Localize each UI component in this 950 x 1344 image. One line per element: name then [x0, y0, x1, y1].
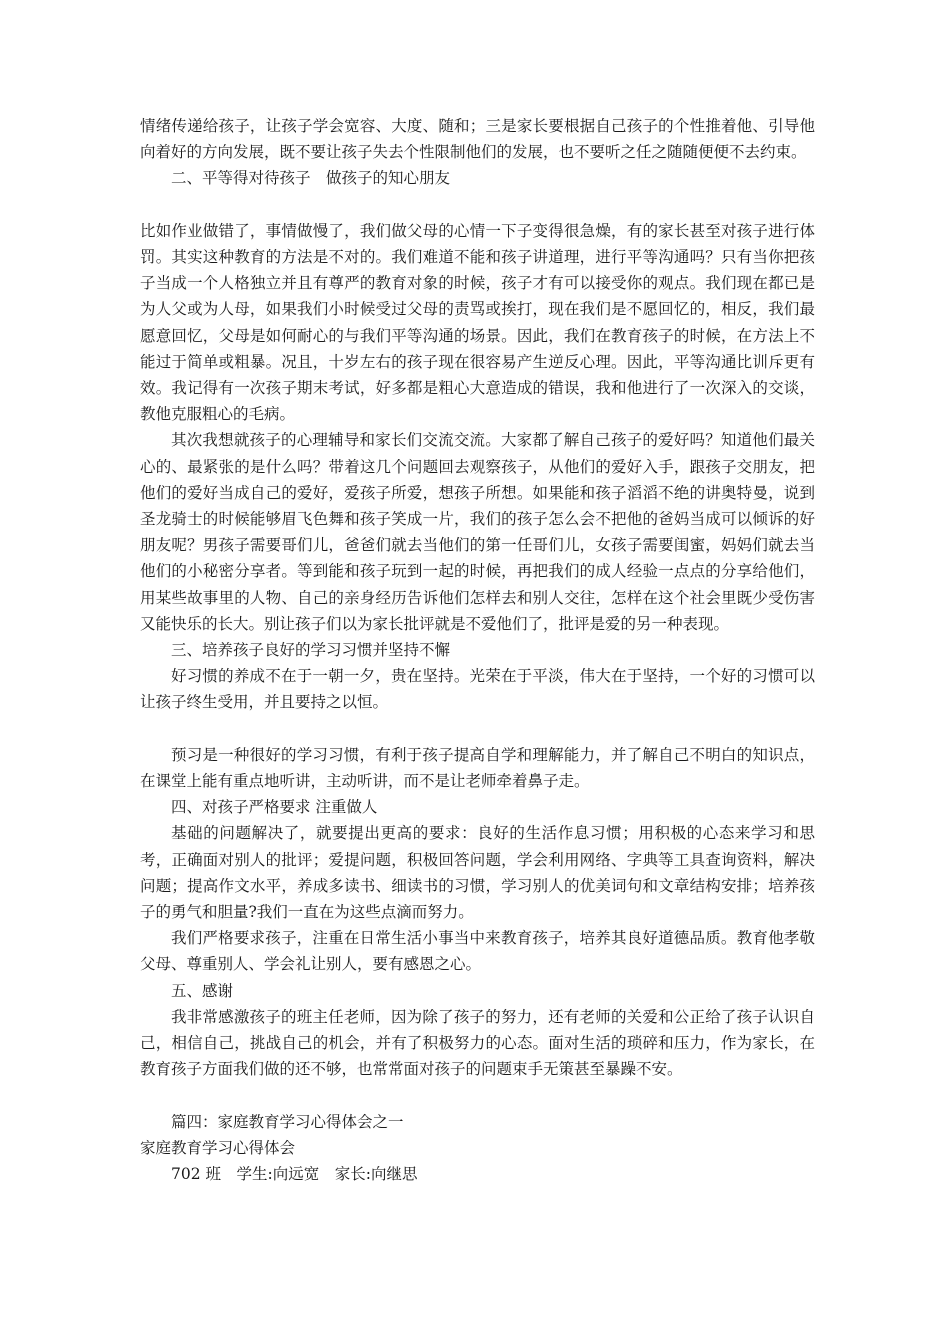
article-byline: 702 班 学生:向远宽 家长:向继思	[171, 1165, 418, 1184]
paragraph-3: 其次我想就孩子的心理辅导和家长们交流交流。大家都了解自己孩子的爱好吗？知道他们最关心的、最紧张的是什么吗？带着这几个问题回去观察孩子，从他们的爱好入手，跟孩子交朋友，把他们的爱好当成自己的爱好，爱孩子所爱，想孩子所想。如果能和孩子滔滔不绝的讲奥特曼，说到圣龙骑士的时候能够眉飞色舞和孩子笑成一片，我们的孩子怎么会不把他的爸妈当成可以倾诉的好朋友呢？男孩子需要哥们儿，爸爸们就去当他们的第一任哥们儿，女孩子需要闺蜜，妈妈们就去当他们的小秘密分享者。等到能和孩子玩到一起的时候，再把我们的成人经验一点点的分享给他们，用某些故事里的人物、自己的亲身经历告诉他们怎样去和别人交往，怎样在这个社会里既少受伤害又能快乐的长大。别让孩子们以为家长批评就是不爱他们了，批评是爱的另一种表现。	[140, 431, 815, 633]
blank-line	[140, 192, 815, 218]
blank-line	[140, 1082, 815, 1108]
paragraph-4: 好习惯的养成不在于一朝一夕，贵在坚持。光荣在于平淡，伟大在于坚持，一个好的习惯可以让孩子终生受用，并且要持之以恒。	[140, 667, 815, 712]
paragraph-6: 基础的问题解决了，就要提出更高的要求：良好的生活作息习惯；用积极的心态来学习和思考，正确面对别人的批评；爱提问题，积极回答问题，学会利用网络、字典等工具查询资料，解决问题；提高作文水平，养成多读书、细读书的习惯，学习别人的优美词句和文章结构安排；培养孩子的勇气和胆量?我们一直在为这些点滴而努力。	[140, 824, 815, 922]
section-heading-5: 五、感谢	[171, 981, 234, 1000]
section-heading-3: 三、培养孩子良好的学习习惯并坚持不懈	[171, 641, 451, 660]
article-heading: 篇四：家庭教育学习心得体会之一	[171, 1112, 404, 1131]
paragraph-1: 情绪传递给孩子，让孩子学会宽容、大度、随和；三是家长要根据自己孩子的个性推着他、引导他向着好的方向发展，既不要让孩子失去个性限制他们的发展，也不要听之任之随随便便不去约束。	[140, 117, 815, 162]
blank-line	[140, 716, 815, 742]
paragraph-8: 我非常感激孩子的班主任老师，因为除了孩子的努力，还有老师的关爱和公正给了孩子认识自己，相信自己，挑战自己的机会，并有了积极努力的心态。面对生活的琐碎和压力，作为家长，在教育孩子方面我们做的还不够，也常常面对孩子的问题束手无策甚至暴躁不安。	[140, 1007, 815, 1079]
section-heading-2: 二、平等得对待孩子 做孩子的知心朋友	[171, 169, 451, 188]
article-title: 家庭教育学习心得体会	[140, 1138, 296, 1157]
paragraph-7: 我们严格要求孩子，注重在日常生活小事当中来教育孩子，培养其良好道德品质。教育他孝敬父母、尊重别人、学会礼让别人，要有感恩之心。	[140, 929, 815, 974]
paragraph-5: 预习是一种很好的学习习惯，有利于孩子提高自学和理解能力，并了解自己不明白的知识点，在课堂上能有重点地听讲，主动听讲，而不是让老师牵着鼻子走。	[140, 745, 815, 791]
section-heading-4: 四、对孩子严格要求 注重做人	[171, 798, 378, 817]
paragraph-2: 比如作业做错了，事情做慢了，我们做父母的心情一下子变得很急燥，有的家长甚至对孩子进行体罚。其实这种教育的方法是不对的。我们难道不能和孩子讲道理，进行平等沟通吗？只有当你把孩子当成一个人格独立并且有尊严的教育对象的时候，孩子才有可以接受你的观点。我们现在都已是为人父或为人母，如果我们小时候受过父母的责骂或挨打，现在我们是不愿回忆的，相反，我们最愿意回忆，父母是如何耐心的与我们平等沟通的场景。因此，我们在教育孩子的时候，在方法上不能过于简单或粗暴。况且，十岁左右的孩子现在很容易产生逆反心理。因此，平等沟通比训斥更有效。我记得有一次孩子期末考试，好多都是粗心大意造成的错误，我和他进行了一次深入的交谈，教他克服粗心的毛病。	[140, 221, 815, 424]
document-body	[140, 113, 815, 1187]
